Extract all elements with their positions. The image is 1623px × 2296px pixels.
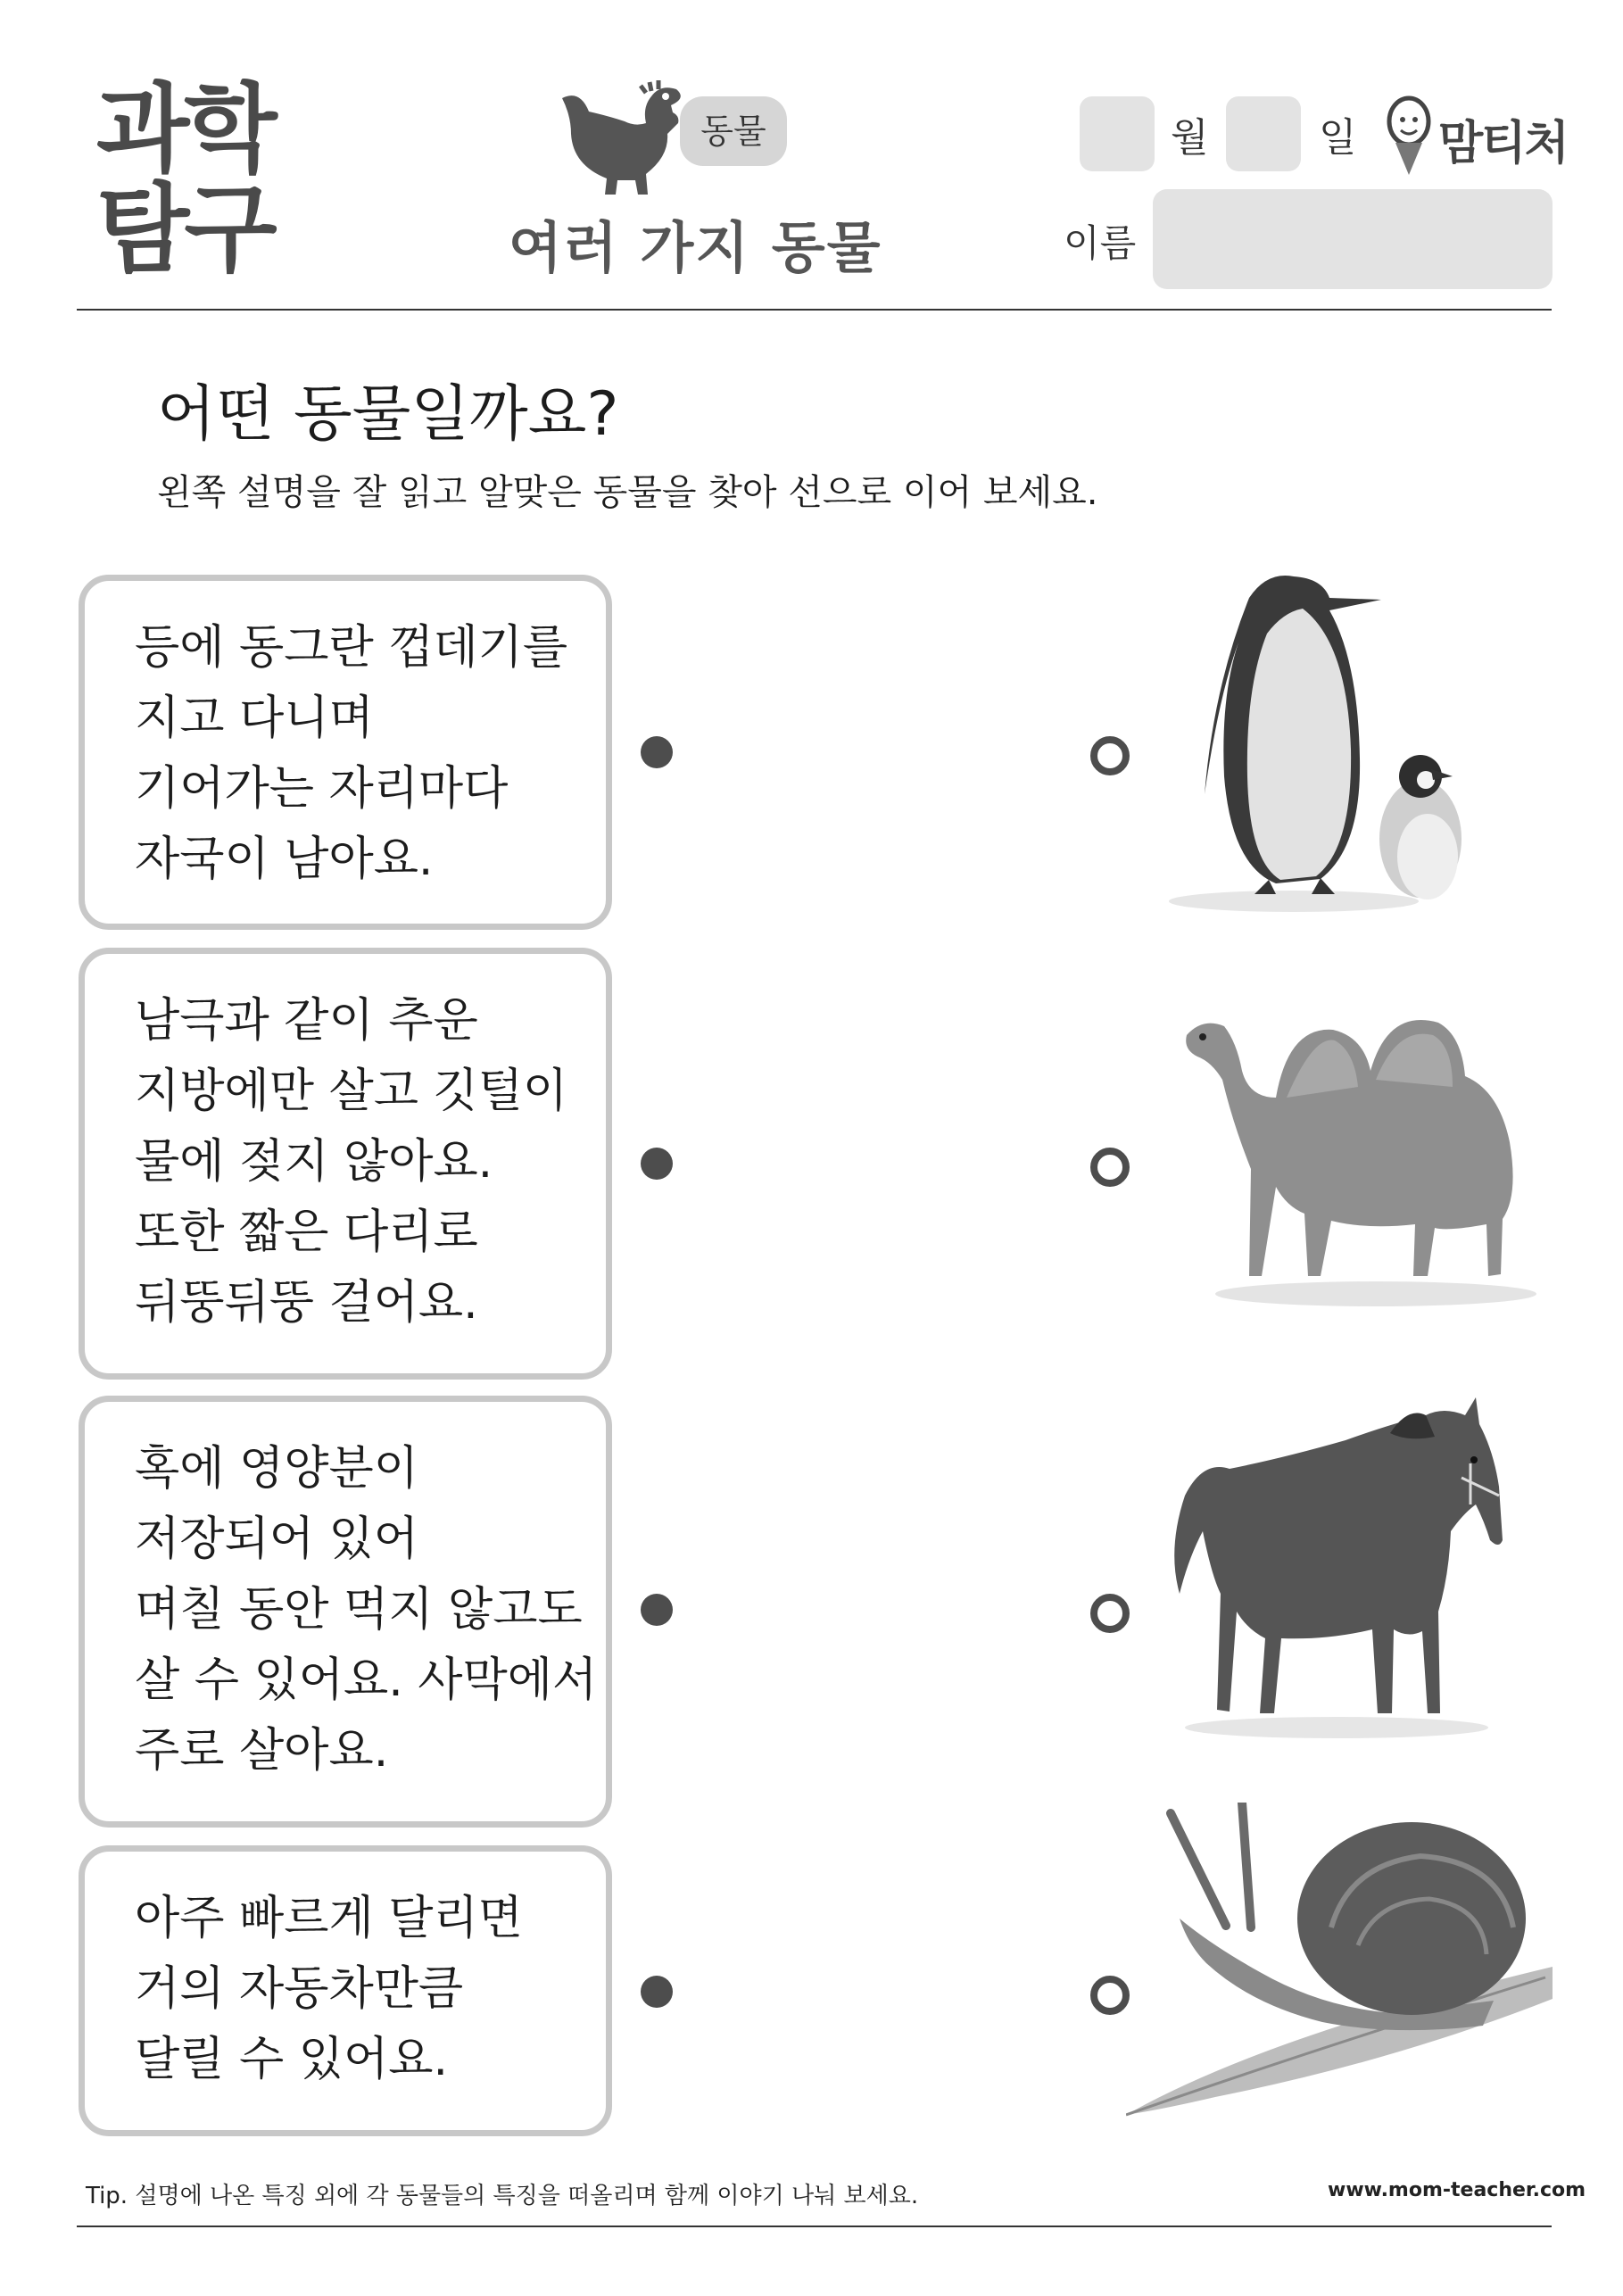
description-line: 물에 젖지 않아요. xyxy=(135,1135,493,1189)
worksheet-logo xyxy=(96,74,302,286)
camel-image xyxy=(1180,991,1538,1312)
question-title: 어떤 동물일까요? xyxy=(157,379,619,450)
worksheet-subtitle: 여러 가지 동물 xyxy=(509,215,882,280)
description-line: 거의 자동차만큼 xyxy=(135,1962,464,2016)
name-label: 이름 xyxy=(1064,221,1137,265)
name-input[interactable] xyxy=(1153,189,1553,289)
right-connect-dot-2[interactable] xyxy=(1090,1148,1130,1187)
day-label: 일 xyxy=(1319,115,1357,161)
pencil-character-icon xyxy=(1383,93,1435,178)
month-label: 월 xyxy=(1171,115,1209,161)
footer-website[interactable]: www.mom-teacher.com xyxy=(1328,2179,1586,2201)
description-box-1 xyxy=(79,575,612,930)
right-connect-dot-1[interactable] xyxy=(1090,736,1130,775)
description-line: 살 수 있어요. 사막에서 xyxy=(135,1654,598,1707)
right-connect-dot-4[interactable] xyxy=(1090,1976,1130,2015)
description-line: 달릴 수 있어요. xyxy=(135,2033,448,2086)
penguin-image xyxy=(1169,562,1472,915)
description-line: 주로 살아요. xyxy=(135,1724,389,1778)
dinosaur-mascot-icon xyxy=(553,80,687,196)
brand-logo: 맘티처 xyxy=(1438,117,1568,170)
description-line: 기어가는 자리마다 xyxy=(135,762,509,816)
description-line: 뒤뚱뒤뚱 걸어요. xyxy=(135,1276,478,1330)
logo-line-1: 과학 xyxy=(96,74,272,186)
description-line: 자국이 남아요. xyxy=(135,833,434,886)
topic-badge: 동물 xyxy=(680,96,787,166)
left-connect-dot-2[interactable] xyxy=(641,1148,673,1180)
left-connect-dot-3[interactable] xyxy=(641,1594,673,1626)
description-box-2 xyxy=(79,948,612,1380)
left-connect-dot-4[interactable] xyxy=(641,1976,673,2008)
footer-tip: Tip. 설명에 나온 특징 외에 각 동물들의 특징을 떠올리며 함께 이야기 나눠 보세요. xyxy=(86,2183,919,2209)
description-line: 아주 빠르게 달리면 xyxy=(135,1892,523,1945)
month-input[interactable] xyxy=(1080,96,1155,171)
description-box-4 xyxy=(79,1845,612,2136)
description-line: 지방에만 살고 깃털이 xyxy=(135,1065,568,1118)
question-instruction: 왼쪽 설명을 잘 읽고 알맞은 동물을 찾아 선으로 이어 보세요. xyxy=(157,472,1098,513)
description-line: 지고 다니며 xyxy=(135,692,374,745)
description-line: 등에 동그란 껍데기를 xyxy=(135,621,568,675)
description-line: 남극과 같이 추운 xyxy=(135,994,478,1048)
day-input[interactable] xyxy=(1226,96,1301,171)
left-connect-dot-1[interactable] xyxy=(641,736,673,768)
right-connect-dot-3[interactable] xyxy=(1090,1594,1130,1633)
horse-image xyxy=(1167,1371,1504,1745)
description-line: 또한 짧은 다리로 xyxy=(135,1206,478,1259)
snail-image xyxy=(1126,1803,1553,2131)
description-line: 저장되어 있어 xyxy=(135,1513,418,1566)
description-box-3 xyxy=(79,1396,612,1828)
description-line: 며칠 동안 먹지 않고도 xyxy=(135,1583,583,1637)
description-line: 혹에 영양분이 xyxy=(135,1442,418,1496)
header-divider xyxy=(77,309,1552,311)
footer-divider xyxy=(77,2226,1552,2227)
logo-line-2: 탐구 xyxy=(96,174,272,286)
